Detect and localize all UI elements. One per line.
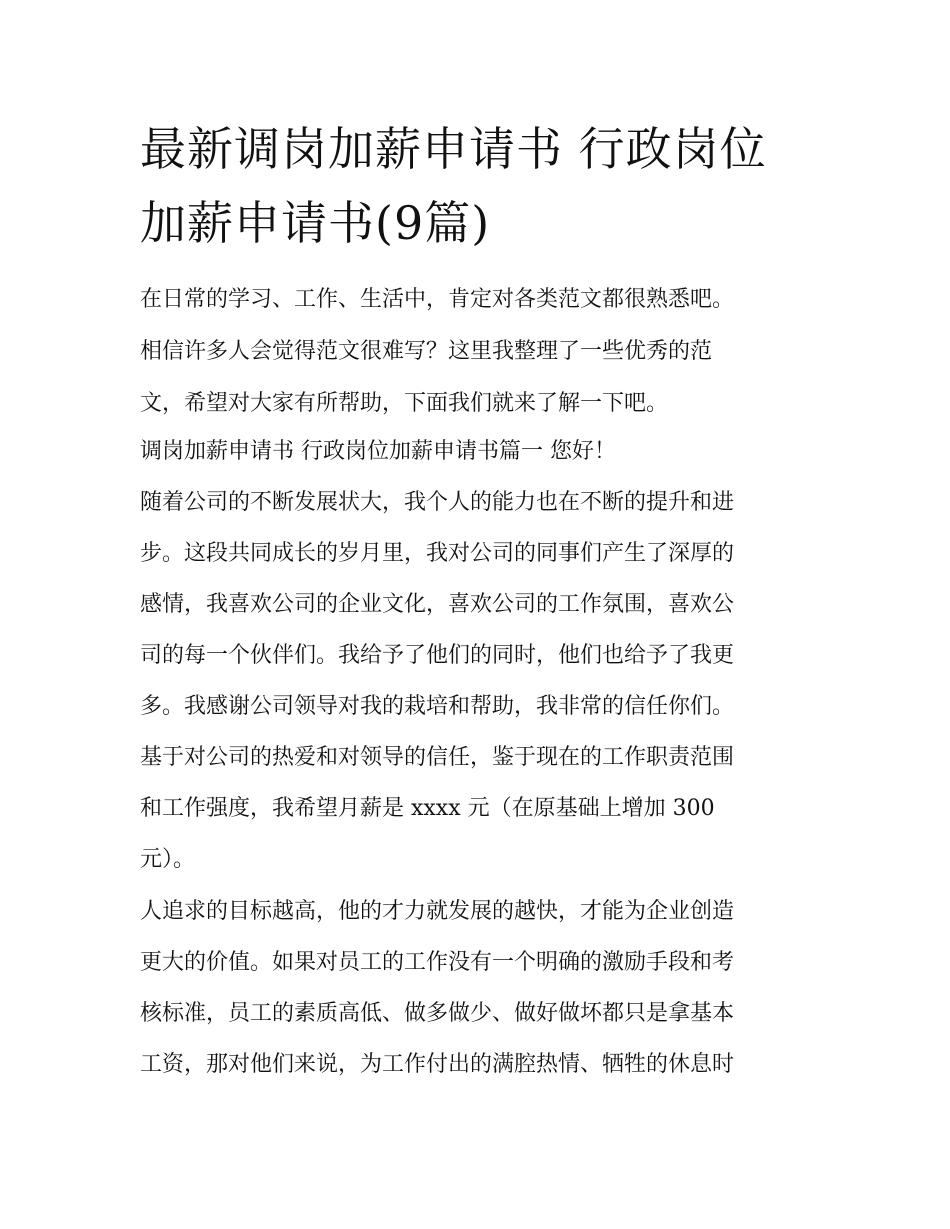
- body-line: 基于对公司的热爱和对领导的信任，鉴于现在的工作职责范围: [140, 745, 735, 770]
- body-line: 和工作强度，我希望月薪是 xxxx 元（在原基础上增加 300: [140, 796, 715, 821]
- body-line: 工资，那对他们来说，为工作付出的满腔热情、牺牲的休息时: [140, 1052, 735, 1077]
- document-title: [140, 112, 820, 260]
- body-line: 随着公司的不断发展状大，我个人的能力也在不断的提升和进: [140, 490, 735, 515]
- body-line: 相信许多人会觉得范文很难写？这里我整理了一些优秀的范: [140, 339, 713, 364]
- title-line-1: 最新调岗加薪申请书 行政岗位: [140, 122, 767, 176]
- body-line: 司的每一个伙伴们。我给予了他们的同时，他们也给予了我更: [140, 643, 735, 668]
- body-line: 元）。: [140, 847, 196, 872]
- body-line: 更大的价值。如果对员工的工作没有一个明确的激励手段和考: [140, 950, 735, 975]
- body-line: 步。这段共同成长的岁月里，我对公司的同事们产生了深厚的: [140, 541, 735, 566]
- body-line: 感情，我喜欢公司的企业文化，喜欢公司的工作氛围，喜欢公: [140, 592, 735, 617]
- body-line: 多。我感谢公司领导对我的栽培和帮助，我非常的信任你们。: [140, 694, 735, 719]
- body-line: 在日常的学习、工作、生活中，肯定对各类范文都很熟悉吧。: [140, 287, 735, 312]
- body-line: 文，希望对大家有所帮助，下面我们就来了解一下吧。: [140, 391, 669, 416]
- title-line-2: 加薪申请书(9篇): [140, 196, 491, 250]
- body-line: 人追求的目标越高，他的才力就发展的越快，才能为企业创造: [140, 899, 735, 924]
- body-line: 核标准，员工的素质高低、做多做少、做好做坏都只是拿基本: [140, 1001, 735, 1026]
- section-heading-line: 调岗加薪申请书 行政岗位加薪申请书篇一 您好！: [140, 439, 616, 464]
